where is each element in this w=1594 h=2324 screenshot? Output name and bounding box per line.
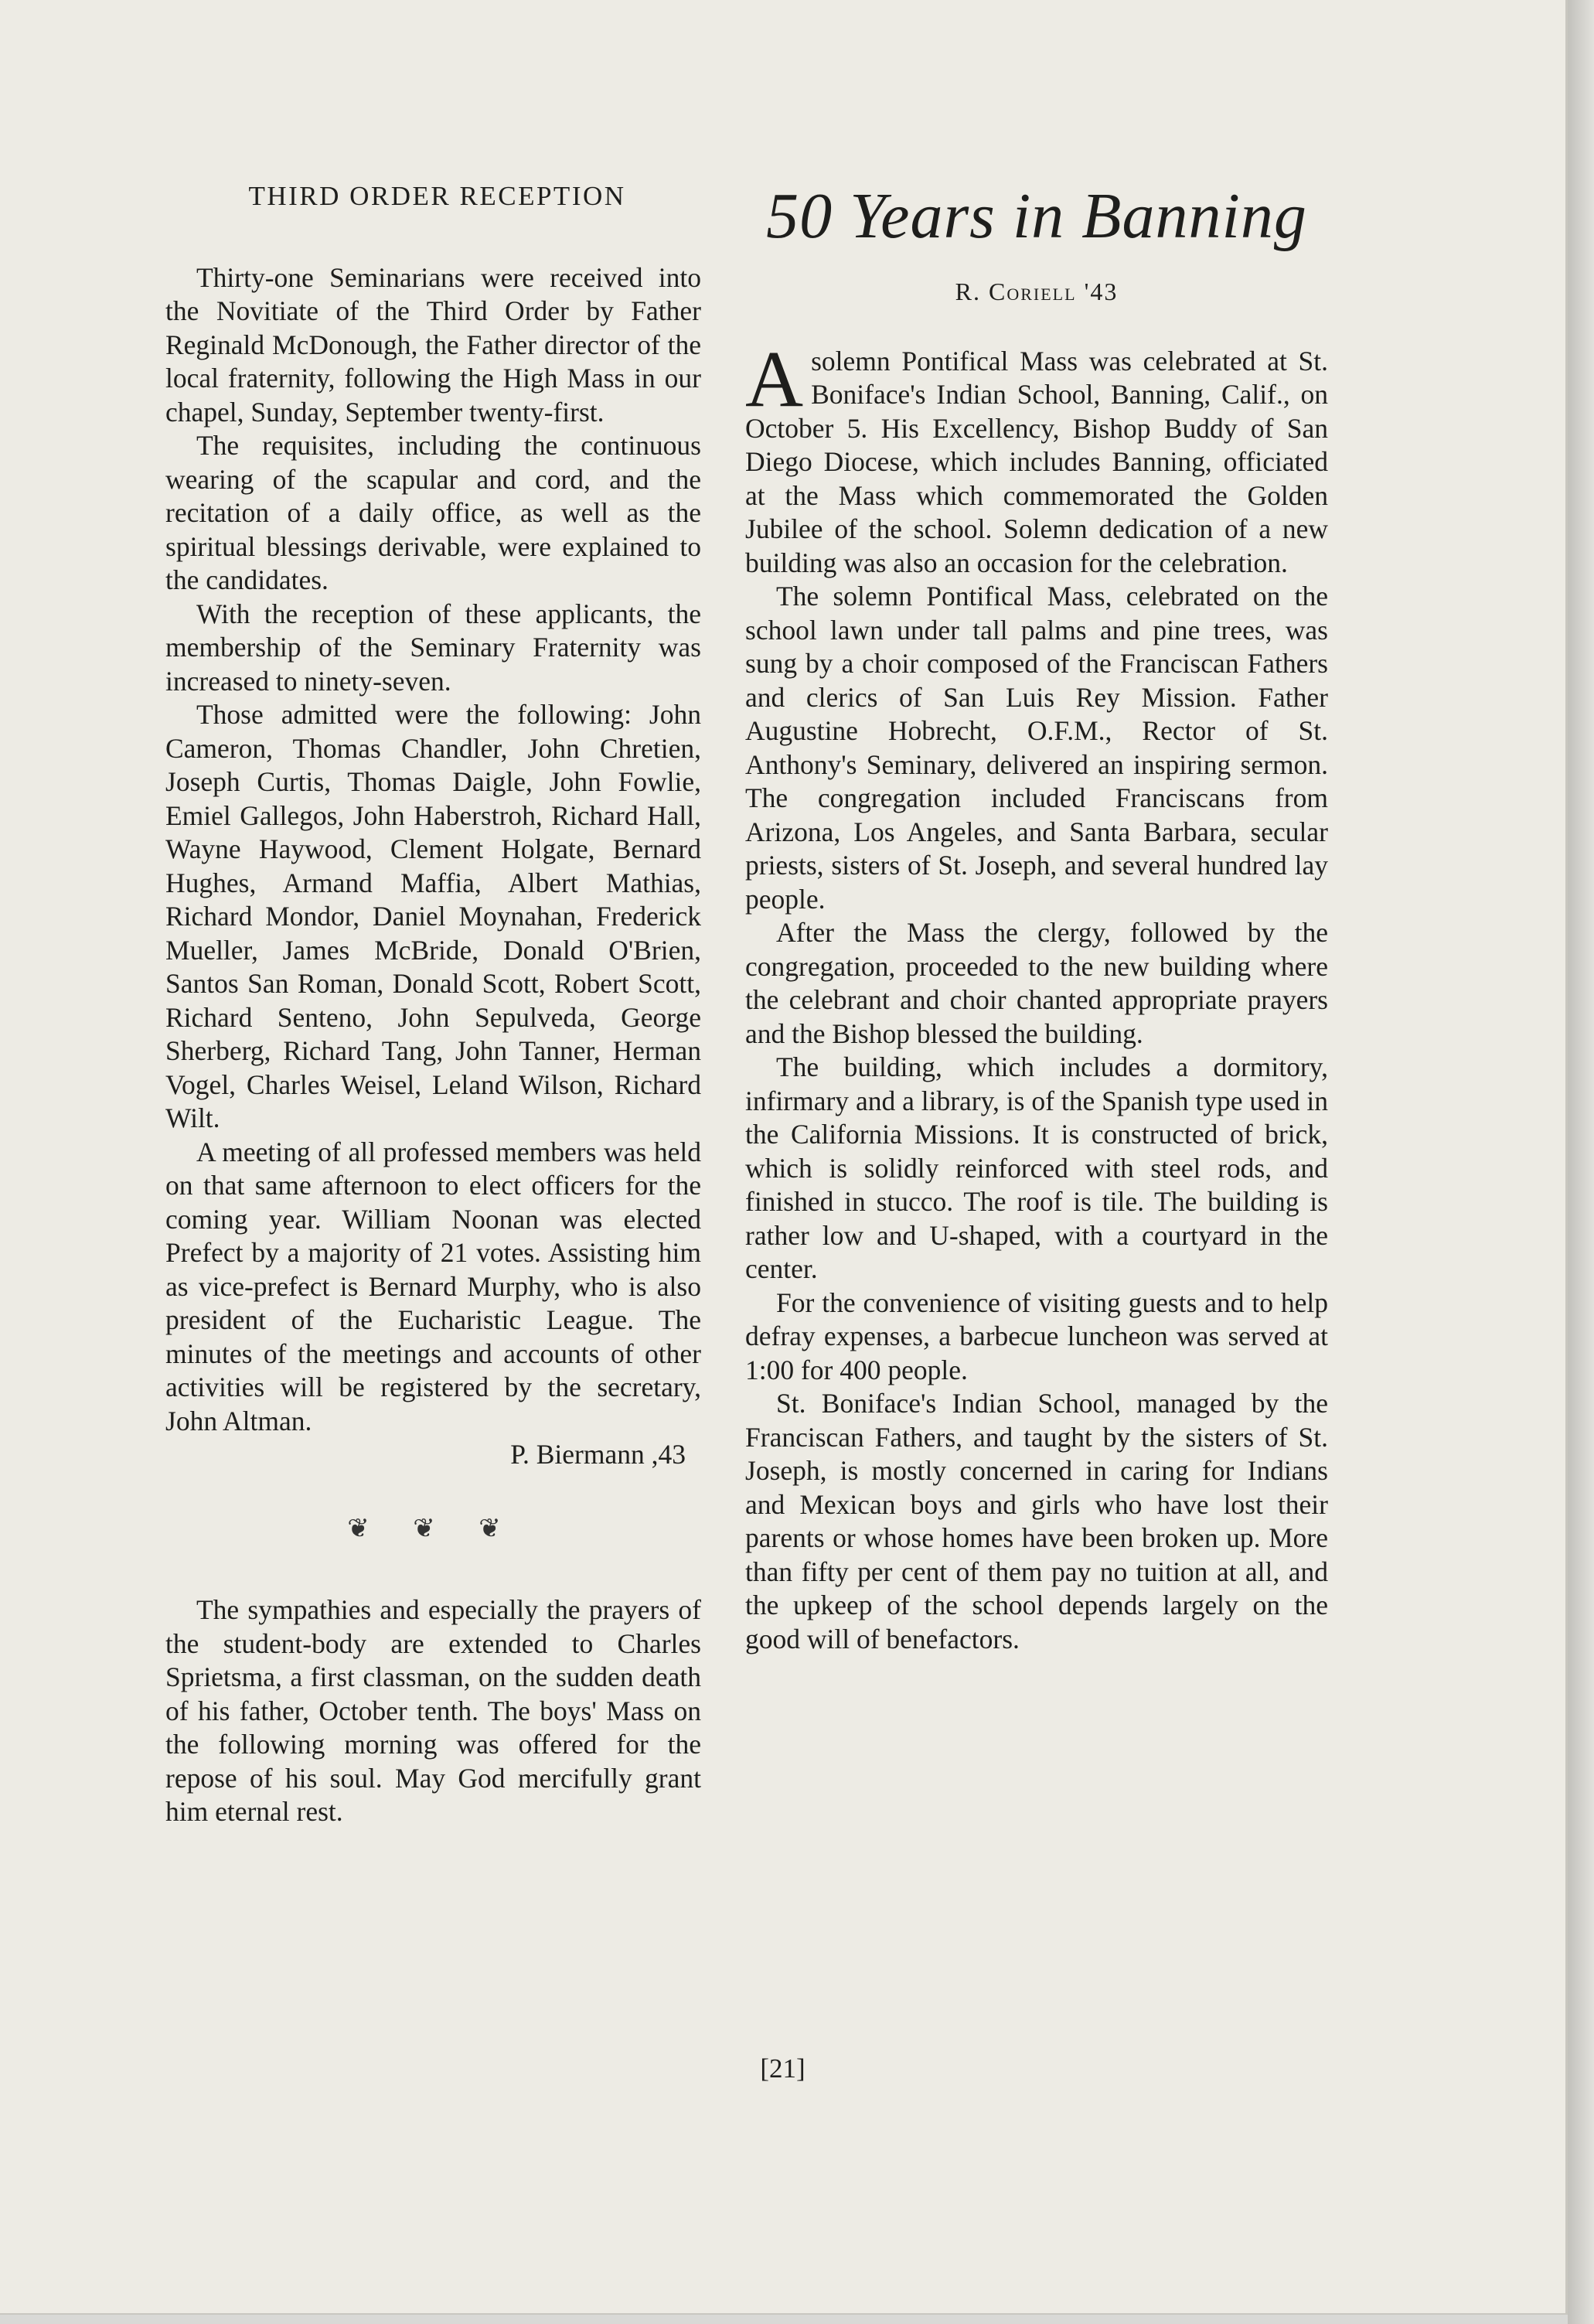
paragraph: Those admitted were the following: John Cameron, Thomas Chandler, John Chretien, Joseph Curtis, Thomas Daigle, John Fowlie, Emiel Gallegos, John Haberstroh, Richard Hall, Wayne Haywood, Clement Holgate, Bernard Hughes, Armand Maffia, Albert Mathias, Richard Mondor, Daniel Moynahan, Frederick Mueller, James McBride, Donald O'Brien, Santos San Roman, Donald Scott, Robert Scott, Richard Senteno, John Sepulveda, George Sherberg, Richard Tang, John Tanner, Herman Vogel, Charles Weisel, Leland Wilson, Richard Wilt. [165, 699, 701, 1133]
ornament-divider: ❦ ❦ ❦ [347, 1514, 519, 1543]
paragraph: The solemn Pontifical Mass, celebrated on the school lawn under tall palms and pine trees, was sung by a choir composed of the Franciscan Fathers and clerics of San Luis Rey Mission. Father Augustine Hobrecht, O.F.M., Rector of St. Anthony's Seminary, delivered an inspiring sermon. The congregation included Franciscans from Arizona, Los Angeles, and Santa Barbara, secular priests, sisters of St. Joseph, and several hundred lay people. [745, 581, 1328, 915]
lead-paragraph [745, 334, 1328, 581]
drop-cap: A [745, 334, 804, 424]
left-column [165, 179, 701, 1829]
section-title: THIRD ORDER RECEPTION [248, 181, 626, 211]
paragraph: The building, which includes a dormitory, infirmary and a library, is of the Spanish type used in the California Missions. It is constructed of brick, which is solidly reinforced with steel rods, and finished in stucco. The roof is tile. The building is rather low and U-shaped, with a courtyard in the center. [745, 1051, 1328, 1284]
byline [745, 275, 1328, 309]
paragraph: For the convenience of visiting guests and to help defray expenses, a barbecue luncheon was served at 1:00 for 400 people. [745, 1286, 1328, 1385]
sympathy-paragraph: The sympathies and especially the prayers of the student-body are extended to Charles Sprietsma, a first classman, on the sudden death of his father, October tenth. The boys' Mass on the following morning was offered for the repose of his soul. May God mercifully grant him eternal rest. [165, 1594, 701, 1827]
paragraph: After the Mass the clergy, followed by the congregation, proceeded to the new building where the celebrant and choir chanted appropriate prayers and the Bishop blessed the building. [745, 917, 1328, 1049]
signature: P. Biermann ,43 [510, 1439, 686, 1470]
page-edge [1568, 0, 1594, 2324]
paragraph: St. Boniface's Indian School, managed by the Franciscan Fathers, and taught by the sisters of St. Joseph, is mostly concerned in caring for Indians and Mexican boys and girls who have lost their parents or whose homes have been broken up. More than fifty per cent of them pay no tuition at all, and the upkeep of the school depends largely on the good will of benefactors. [745, 1388, 1328, 1654]
paragraph: Thirty-one Seminarians were received into the Novitiate of the Third Order by Father Reginald McDonough, the Father director of the local fraternity, following the High Mass in our chapel, Sunday, September twenty-first. [165, 261, 701, 428]
paragraph: A meeting of all professed members was held on that same afternoon to elect officers for the coming year. William Noonan was elected Prefect by a majority of 21 votes. Assisting him as vice-prefect is Bernard Murphy, who is also president of the Eucharistic League. The minutes of the meetings and accounts of other activities will be registered by the secretary, John Altman. [165, 1136, 701, 1436]
right-column [745, 179, 1328, 1656]
page-number: [21] [760, 2053, 806, 2084]
lead-paragraph-text: solemn Pontifical Mass was celebrated at St. Boniface's Indian School, Banning, Calif., on October 5. His Excellency, Bishop Buddy of San Diego Diocese, which includes Banning, officiated at the Mass which commemorated the Golden Jubilee of the school. Solemn dedication of a new building was also an occasion for the celebration. [745, 345, 1328, 578]
article-title: 50 Years in Banning [766, 180, 1307, 252]
paragraph: The requisites, including the continuous wearing of the scapular and cord, and the recitation of a daily office, as well as the spiritual blessings derivable, were explained to the candidates. [165, 430, 701, 595]
paragraph: With the reception of these applicants, the membership of the Seminary Fraternity was increased to ninety-seven. [165, 598, 701, 697]
byline-text: R. Coriell '43 [955, 278, 1119, 305]
